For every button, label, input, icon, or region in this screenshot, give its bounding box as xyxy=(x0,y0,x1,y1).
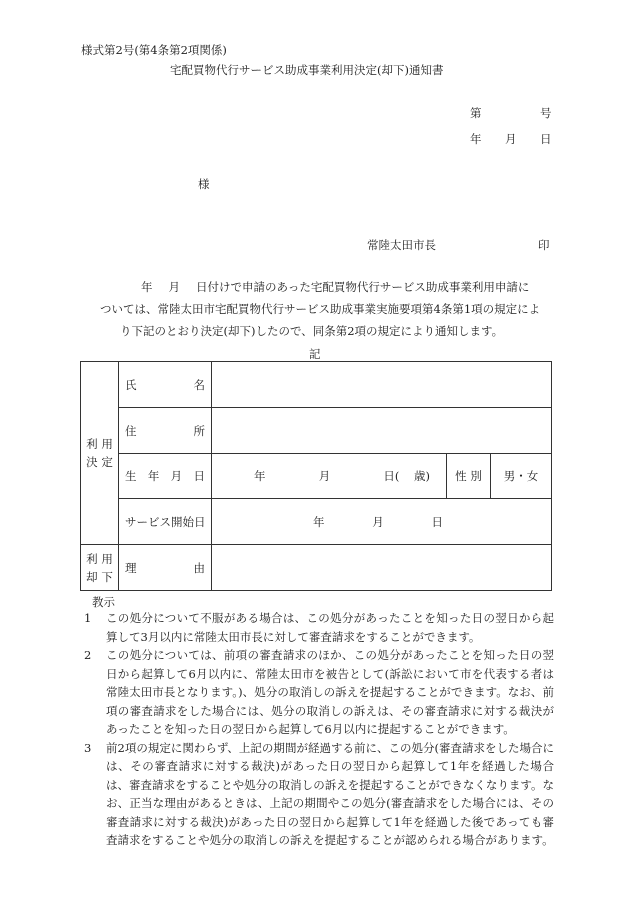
decision-table xyxy=(80,361,552,591)
birthdate-label: 生 年 月 日 xyxy=(119,454,212,499)
reason-label: 理 由 xyxy=(119,545,212,591)
note-item: 3 前2項の規定に関わらず、上記の期間が経過する前に、この処分(審査請求をした場合には、その審査請求に対する裁決)があった日の翌日から起算して1年を経過した場合は、審査請求をすることや処分の取消しの訴えを提起することができなくなります。なお、正当な理由があるときは、上記の期間やこの処分(審査請求をした場合には、その審査請求に対する裁決)があった日の翌日から起算して1年を経過した後であっても審査請求をすることや処分の取消しの訴えを提起することが認められる場合があります。 xyxy=(84,740,554,847)
form-number: 様式第2号(第4条第2項関係) xyxy=(81,43,227,57)
addressee-suffix: 様 xyxy=(198,177,210,191)
reason-field[interactable] xyxy=(212,545,552,591)
note-item: 1 この処分について不服がある場合は、この処分があったことを知った日の翌日から起算して3月以内に常陸太田市長に対して審査請求をすることができます。 xyxy=(84,611,554,644)
service-start-label: サービス開始日 xyxy=(119,499,212,545)
notice-body xyxy=(100,276,550,342)
group-label-reject: 利 用 却 下 xyxy=(81,545,119,591)
gender-label: 性 別 xyxy=(447,454,491,499)
notes-heading: 教示 xyxy=(92,595,115,609)
address-label: 住 所 xyxy=(119,408,212,454)
document-number-suffix: 号 xyxy=(540,106,552,120)
date-day-label: 日 xyxy=(540,132,552,146)
body-paragraph: ついては、常陸太田市宅配買物代行サービス助成事業実施要項第4条第1項の規定により下記のとおり決定(却下)したので、同条第2項の規定により通知します。 xyxy=(100,302,541,338)
body-first-line: 日付けで申請のあった宅配買物代行サービス助成事業利用申請に xyxy=(196,280,530,294)
group-label-approve: 利 用 決 定 xyxy=(81,362,119,545)
name-label: 氏 名 xyxy=(119,362,212,408)
date-month-label: 月 xyxy=(505,132,517,146)
seal-mark: 印 xyxy=(538,238,550,252)
body-month: 月 xyxy=(168,280,180,294)
name-field[interactable] xyxy=(212,362,552,408)
notes-list xyxy=(84,609,554,850)
date-year-label: 年 xyxy=(470,132,482,146)
document-title: 宅配買物代行サービス助成事業利用決定(却下)通知書 xyxy=(170,63,444,77)
document-number-label: 第 xyxy=(470,106,482,120)
body-year: 年 xyxy=(141,280,153,294)
note-item: 2 この処分については、前項の審査請求のほか、この処分があったことを知った日の翌日から起算して6月以内に、常陸太田市を被告として(訴訟において市を代表する者は常陸太田市長となります。)、処分の取消しの訴えを提起することができます。なお、前項の審査請求をした場合には、処分の取消しの訴えは、その審査請求に対する裁決があったことを知った日の翌日から起算して6月以内に提起することができます。 xyxy=(84,648,554,736)
issuer-title: 常陸太田市長 xyxy=(367,238,436,252)
birthdate-field[interactable]: 年 月 日( 歳) xyxy=(212,454,447,499)
gender-field[interactable]: 男・女 xyxy=(491,454,552,499)
address-field[interactable] xyxy=(212,408,552,454)
service-start-field[interactable]: 年 月 日 xyxy=(212,499,552,545)
ki-heading: 記 xyxy=(309,347,321,361)
